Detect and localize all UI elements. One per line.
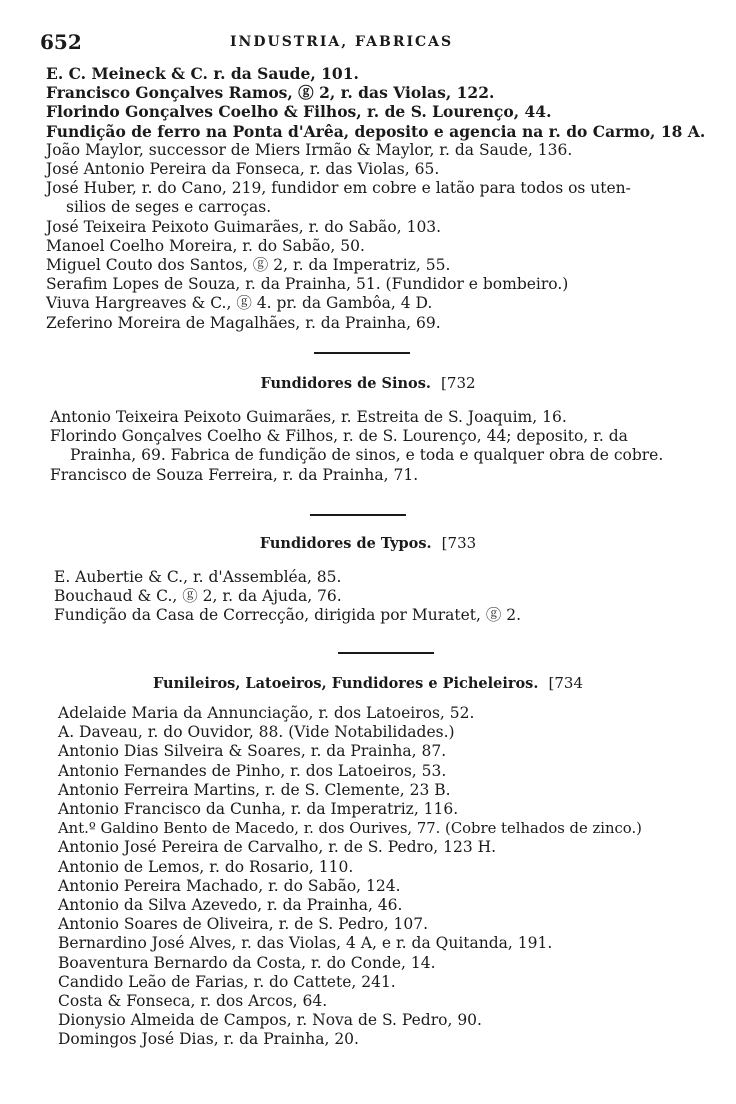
page-number: 652 bbox=[40, 30, 82, 54]
list-item: Fundição da Casa de Correcção, dirigida por Muratet, ⓖ 2. bbox=[54, 606, 522, 625]
running-head: INDUSTRIA, FABRICAS bbox=[230, 34, 454, 50]
list-item: José Antonio Pereira da Fonseca, r. das Violas, 65. bbox=[46, 160, 440, 179]
list-item: Florindo Gonçalves Coelho & Filhos, r. de S. Lourenço, 44. bbox=[46, 102, 552, 122]
list-item: Francisco de Souza Ferreira, r. da Prainha, 71. bbox=[50, 465, 419, 484]
section-divider bbox=[338, 652, 434, 654]
list-item-continuation: silios de seges e carroças. bbox=[66, 198, 272, 217]
list-item: A. Daveau, r. do Ouvidor, 88. (Vide Notabilidades.) bbox=[58, 723, 455, 742]
list-item: Antonio Dias Silveira & Soares, r. da Prainha, 87. bbox=[58, 742, 447, 761]
section-funileiros-list bbox=[58, 704, 736, 1050]
list-item: Dionysio Almeida de Campos, r. Nova de S. Pedro, 90. bbox=[58, 1011, 482, 1030]
list-item: Bernardino José Alves, r. das Violas, 4 A, e r. da Quitanda, 191. bbox=[58, 934, 553, 953]
list-item: Bouchaud & C., ⓖ 2, r. da Ajuda, 76. bbox=[54, 587, 342, 606]
list-item: José Teixeira Peixoto Guimarães, r. do Sabão, 103. bbox=[46, 217, 442, 236]
page-header bbox=[40, 30, 680, 54]
list-item: Viuva Hargreaves & C., ⓖ 4. pr. da Gambôa, 4 D. bbox=[46, 294, 433, 313]
section-fundidores-continued bbox=[46, 64, 736, 333]
list-item: Antonio Francisco da Cunha, r. da Imperatriz, 116. bbox=[58, 800, 459, 819]
section-heading-sinos bbox=[0, 374, 736, 392]
list-item: Antonio Pereira Machado, r. do Sabão, 124. bbox=[58, 876, 401, 895]
list-item: Domingos José Dias, r. da Prainha, 20. bbox=[58, 1030, 359, 1049]
list-item: Boaventura Bernardo da Costa, r. do Conde, 14. bbox=[58, 953, 436, 972]
list-item: Ant.º Galdino Bento de Macedo, r. dos Ourives, 77. (Cobre telhados de zinco.) bbox=[58, 820, 642, 838]
list-item: E. Aubertie & C., r. d'Assembléa, 85. bbox=[54, 568, 342, 586]
list-item: Fundição de ferro na Ponta d'Arêa, deposito e agencia na r. do Carmo, 18 A. bbox=[46, 121, 706, 141]
list-item: Serafim Lopes de Souza, r. da Prainha, 51. (Fundidor e bombeiro.) bbox=[46, 275, 569, 294]
section-title: Fundidores de Typos. bbox=[259, 535, 432, 552]
list-item: Francisco Gonçalves Ramos, ⓖ 2, r. das Violas, 122. bbox=[46, 83, 495, 103]
section-heading-typos bbox=[0, 534, 736, 552]
list-item: João Maylor, successor de Miers Irmão & Maylor, r. da Saude, 136. bbox=[46, 140, 573, 159]
section-number: [732 bbox=[441, 374, 476, 392]
section-divider bbox=[310, 514, 406, 516]
list-item: Antonio Ferreira Martins, r. de S. Clemente, 23 B. bbox=[58, 780, 451, 799]
list-item-continuation: Prainha, 69. Fabrica de fundição de sinos, e toda e qualquer obra de cobre. bbox=[70, 446, 664, 465]
list-item: Zeferino Moreira de Magalhães, r. da Prainha, 69. bbox=[46, 313, 441, 332]
list-item: Costa & Fonseca, r. dos Arcos, 64. bbox=[58, 992, 328, 1011]
list-item: Antonio da Silva Azevedo, r. da Prainha, 46. bbox=[58, 896, 403, 915]
list-item: Antonio Soares de Oliveira, r. de S. Pedro, 107. bbox=[58, 915, 429, 934]
list-item: José Huber, r. do Cano, 219, fundidor em cobre e latão para todos os uten- bbox=[46, 179, 631, 198]
section-title: Fundidores de Sinos. bbox=[260, 375, 431, 392]
list-item: Candido Leão de Farias, r. do Cattete, 241. bbox=[58, 972, 396, 991]
section-sinos-list bbox=[50, 408, 736, 485]
list-item: Florindo Gonçalves Coelho & Filhos, r. de S. Lourenço, 44; deposito, r. da bbox=[50, 427, 628, 446]
list-item: E. C. Meineck & C. r. da Saude, 101. bbox=[46, 64, 359, 83]
list-item: Antonio Teixeira Peixoto Guimarães, r. Estreita de S. Joaquim, 16. bbox=[50, 408, 567, 426]
section-divider bbox=[314, 352, 410, 354]
section-number: [733 bbox=[441, 534, 477, 552]
list-item: Antonio Fernandes de Pinho, r. dos Latoeiros, 53. bbox=[58, 761, 447, 780]
list-item: Antonio de Lemos, r. do Rosario, 110. bbox=[58, 857, 354, 876]
list-item: Miguel Couto dos Santos, ⓖ 2, r. da Imperatriz, 55. bbox=[46, 256, 451, 275]
list-item: Manoel Coelho Moreira, r. do Sabão, 50. bbox=[46, 236, 365, 255]
list-item: Adelaide Maria da Annunciação, r. dos Latoeiros, 52. bbox=[58, 704, 475, 722]
section-title: Funileiros, Latoeiros, Fundidores e Picheleiros. bbox=[152, 675, 539, 692]
list-item: Antonio José Pereira de Carvalho, r. de S. Pedro, 123 H. bbox=[58, 838, 497, 857]
section-number: [734 bbox=[548, 674, 583, 692]
section-heading-funileiros bbox=[0, 674, 736, 692]
section-typos-list bbox=[54, 568, 736, 626]
